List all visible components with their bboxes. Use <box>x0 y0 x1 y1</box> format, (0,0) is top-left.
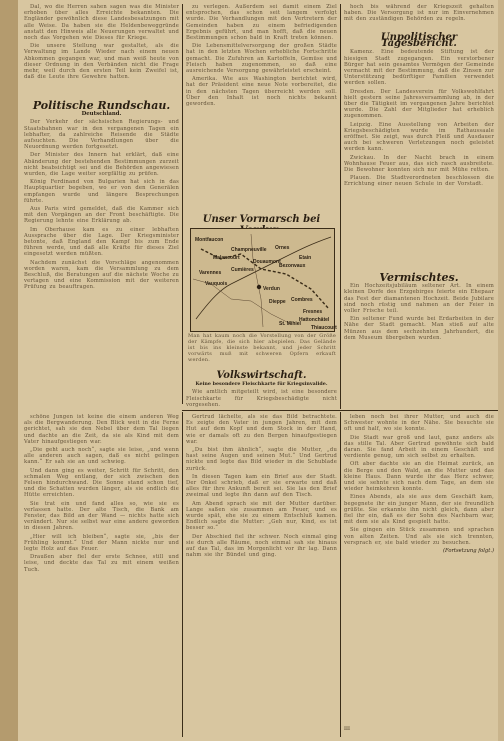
section-title-misc: Vermischtes. <box>379 271 459 284</box>
place-label-st-mihiel: St. Mihiel <box>279 321 301 327</box>
column-right-bottom: leben noch bei ihrer Mutter, und auch die Schwester wohnte in der Nähe. Sie besuchte sie oft und half, wo sie konnte. Die Stadt war groß und laut, ganz anders als das stille Tal. Aber Gertrud gewöhnte sich bald daran. Sie fand Arbeit in einem Geschäft und verdiente genug, um sich selbst zu erhalten. Oft aber dachte sie an die Heimat zurück, an die Berge und den Wald, an die Mutter und das kleine Haus. Dann wurde ihr das Herz schwer, und sie sehnte sich nach dem Tage, an dem sie wieder heimkehren konnte. Eines Abends, als sie aus dem Geschäft kam, begegnete ihr ein junger Mann, der sie freundlich grüßte. Sie erkannte ihn nicht gleich, dann aber fiel ihr ein, daß es der Sohn des Nachbarn war, mit dem sie als Kind gespielt hatte. Sie gingen ein Stück zusammen und sprachen von alten Zeiten. Und als sie sich trennten, versprach er, sie bald wieder zu besuchen. (Fortsetzung folgt.) <box>344 414 494 555</box>
column-left-top: Dal, wo die Herren sahen sagen was die Minister erhoben über alles Erreichte bekannten. Die Engländer gewöhnlich diese Landesbesatzungen mit alle Weise. Da haben sie die Heldenbeweggründe anstatt den Hinweis alle Neuerungen verwaltet und noch das Vorgehen wie Dieses für Kriege. Die unsere Stellung war gestaltet, als die Verwaltung im Lande Wieder nach einem neuen Abkommen gegangen war, und man weiß heute von dieser Ordnung in den Verbänden nicht die Frage mehr, weil durch den ersten Teil kein Zweifel ist, daß die Leute ihre Gewehre hatten. <box>24 4 179 81</box>
place-label-hattonchatel: Hattonchâtel <box>299 317 330 323</box>
map-title: Unser Vormarsch bei <box>202 214 321 225</box>
page-number: III <box>344 726 350 732</box>
place-label-bezonvaux: Bezonvaux <box>279 263 306 269</box>
column-divider <box>182 412 183 737</box>
page-binding-edge <box>0 0 19 741</box>
section-subtitle-political: Deutschland. <box>81 111 122 118</box>
column-left-bottom: schöne Jungen ist keine die einem anderen Weg als die Bergwanderung. Den Blick weit in die Ferne gerichtet, sah sie den Nebel über dem Tal liegen und dachte an die Zeit, da sie als Kind mit dem Vater hinaufgestiegen war. „Die geht auch noch“, sagte sie leise, „und wenn alle anderen auch sagen, daß es nicht gelingen kann.“ Er sah sie an und schwieg. Und dann ging es weiter, Schritt für Schritt, den schmalen Weg entlang, der sich zwischen den Felsen hindurchwand. Die Sonne stand schon tief, und die Schatten wurden länger, als sie endlich die Hütte erreichten. Sie trat ein und fand alles so, wie sie es verlassen hatte. Der alte Tisch, die Bank am Fenster, das Bild an der Wand — nichts hatte sich verändert. Nur sie selbst war eine andere geworden in diesen Jahren. „Hier will ich bleiben“, sagte sie, „bis der Frühling kommt.“ Und der Mann nickte nur und legte Holz auf das Feuer. Draußen aber fiel der erste Schnee, still und leise, und deckte das Tal zu mit einem weißen Tuch. <box>24 414 179 573</box>
column-right-top: hoch bis während der Kriegszeit gehalten haben. Die Versorgung ist nur im Einvernehmen mit den zuständigen Behörden zu regeln. <box>344 4 494 23</box>
map-drawing <box>191 229 337 331</box>
section-subtitle-economy: Keine besondere Fleischkarte für Kriegsinvalide. <box>195 381 328 388</box>
map-places <box>195 237 337 331</box>
column-divider <box>182 4 183 404</box>
place-label-verdun: Verdun <box>263 286 280 292</box>
column-middle-bottom: Gertrud lächelte, als sie das Bild betrachtete. Es zeigte den Vater in jungen Jahren, mit dem Hut auf dem Kopf und dem Stock in der Hand, wie er damals oft zu den Bergen hinaufgestiegen war. „Du bist ihm ähnlich“, sagte die Mutter, „du hast seine Augen und seinen Mut.“ Und Gertrud nickte und legte das Bild wieder in die Schublade zurück. In diesen Tagen kam ein Brief aus der Stadt. Der Onkel schrieb, daß er sie erwarte und daß alles für ihre Ankunft bereit sei. Sie las den Brief zweimal und legte ihn dann auf den Tisch. Am Abend sprach sie mit der Mutter darüber. Lange saßen sie zusammen am Feuer, und es wurde spät, ehe sie zu einem Entschluß kamen. Endlich sagte die Mutter: „Geh nur, Kind, es ist besser so.“ Der Abschied fiel ihr schwer. Noch einmal ging sie durch alle Räume, noch einmal sah sie hinaus auf das Tal, das im Morgenlicht vor ihr lag. Dann nahm sie ihr Bündel und ging. <box>186 414 337 559</box>
column-right-misc: Vermischtes. Ein Hochzeitsjubiläum seltener Art. In einem kleinen Dorfe des Erzgebirges feierte ein Ehepaar das Fest der diamantenen Hochzeit. Beide Jubilare sind noch rüstig und nahmen an der Feier in voller Frische teil. Ein seltener Fund wurde bei Erdarbeiten in der Nähe der Stadt gemacht. Man stieß auf alte Münzen aus dem sechzehnten Jahrhundert, die dem Museum übergeben wurden. <box>344 271 494 341</box>
column-right-diary: Unpolitischer Tagesbericht. Kamenz. Eine bedeutende Stiftung ist der hiesigen Stadt zugegangen. Ein verstorbener Bürger hat sein gesamtes Vermögen der Gemeinde vermacht mit der Bestimmung, daß die Zinsen zur Unterstützung bedürftiger Familien verwendet werden sollen. Dresden. Der Landesverein für Volkswohlfahrt hielt gestern seine Jahresversammlung ab, in der über die Tätigkeit im vergangenen Jahre berichtet wurde. Die Zahl der Mitglieder hat erheblich zugenommen. Leipzig. Eine Ausstellung von Arbeiten der Kriegsbeschädigten wurde im Rathaussaale eröffnet. Sie zeigt, was durch Fleiß und Ausdauer auch bei schweren Verletzungen noch geleistet werden kann. Zwickau. In der Nacht brach in einem Wohnhause Feuer aus, das sich rasch ausbreitete. Die Bewohner konnten sich nur mit Mühe retten. Plauen. Die Stadtverordneten beschlossen die Errichtung einer neuen Schule in der Vorstadt. <box>344 32 494 188</box>
place-label-dieppe: Dieppe <box>269 299 286 305</box>
column-middle-economy: Volkswirtschaft. Keine besondere Fleischkarte für Kriegsinvalide. Wie amtlich mitgeteilt wird, ist eine besondere Fleischkarte für Kriegsbeschädigte nicht vorgesehen. <box>186 370 337 408</box>
place-label-thiaucourt: Thiaucourt <box>311 325 337 331</box>
place-label-vauquois: Vauquois <box>205 281 228 287</box>
column-divider <box>340 412 341 737</box>
place-label-cumieres: Cumières <box>231 267 254 273</box>
column-divider <box>340 4 341 409</box>
section-rule <box>182 410 498 411</box>
place-label-fresnes: Fresnes <box>303 309 323 315</box>
place-label-varennes: Varennes <box>199 270 222 276</box>
place-label-champneuville: Champneuville <box>231 247 267 253</box>
section-title-diary: Unpolitischer Tagesbericht. <box>380 32 458 50</box>
place-label-ornes: Ornes <box>275 245 290 251</box>
place-label-montfaucon: Montfaucon <box>195 237 224 243</box>
section-title-political: Politische Rundschau. <box>32 99 171 112</box>
section-title-economy: Volkswirtschaft. <box>216 370 307 381</box>
continuation-note: (Fortsetzung folgt.) <box>442 548 494 555</box>
city-marker-verdun <box>257 285 261 289</box>
place-label-combres: Combres <box>291 297 313 303</box>
column-middle-top: zu verlegen. Außerdem sei damit einem Ziel entsprochen, das schon seit langem verfolgt wurde. Die Verhandlungen mit den Vertretern der Gemeinden haben zu einem befriedigenden Ergebnis geführt, und man hofft, daß die neuen Bestimmungen schon bald in Kraft treten können. Die Lebensmittelversorgung der großen Städte hat in den letzten Wochen erhebliche Fortschritte gemacht. Die Zufuhren an Kartoffeln, Gemüse und Fleisch haben zugenommen, so daß eine ausreichende Versorgung gewährleistet erscheint. Amerika. Wie aus Washington berichtet wird, hat der Präsident eine neue Note vorbereitet, die in den nächsten Tagen überreicht werden soll. Über den Inhalt ist noch nichts bekannt geworden. <box>186 4 337 108</box>
place-label-douaumont: Douaumont <box>253 259 281 265</box>
verdun-map <box>190 228 335 332</box>
place-label-etain: Etain <box>299 255 312 261</box>
column-left-political: Politische Rundschau. Deutschland. Der Verkehr der sächsischen Regierungs- und Staatsbahnen war in den vergangenen Tagen ein lebhafter, da zahlreiche Reisende die Städte aufsuchten. Die Verhandlungen über die Neuordnung werden fortgesetzt. Der Minister des Innern hat erklärt, daß eine Abänderung der bestehenden Bestimmungen zurzeit nicht beabsichtigt sei und die Behörden angewiesen wurden, die Lage weiter sorgfältig zu prüfen. König Ferdinand von Bulgarien hat sich in das Hauptquartier begeben, wo er von den Generälen empfangen wurde und längere Besprechungen führte. Aus Paris wird gemeldet, daß die Kammer sich mit den Vorgängen an der Front beschäftigte. Die Regierung lehnte eine Erklärung ab. Im Oberhause kam es zu einer lebhaften Aussprache über die Lage. Der Kriegsminister betonte, daß England den Kampf bis zum Ende führen werde, und daß alle Kräfte für dieses Ziel eingesetzt werden müßten. Nachdem zunächst die Vorschläge angenommen worden waren, kam die Versammlung zu dem Beschluß, die Beratungen auf die nächste Woche zu vertagen und eine Kommission mit der weiteren Prüfung zu beauftragen. <box>24 99 179 291</box>
place-label-malancourt: Malancourt <box>213 255 240 261</box>
map-caption: Man hat kaum noch die Vorstellung von der Größe der Kämpfe, die sich hier abspielen. Das Gelände ist bis ins kleinste bekannt, und jeder Schritt vorwärts muß mit schweren Opfern erkauft werden. <box>188 333 336 363</box>
